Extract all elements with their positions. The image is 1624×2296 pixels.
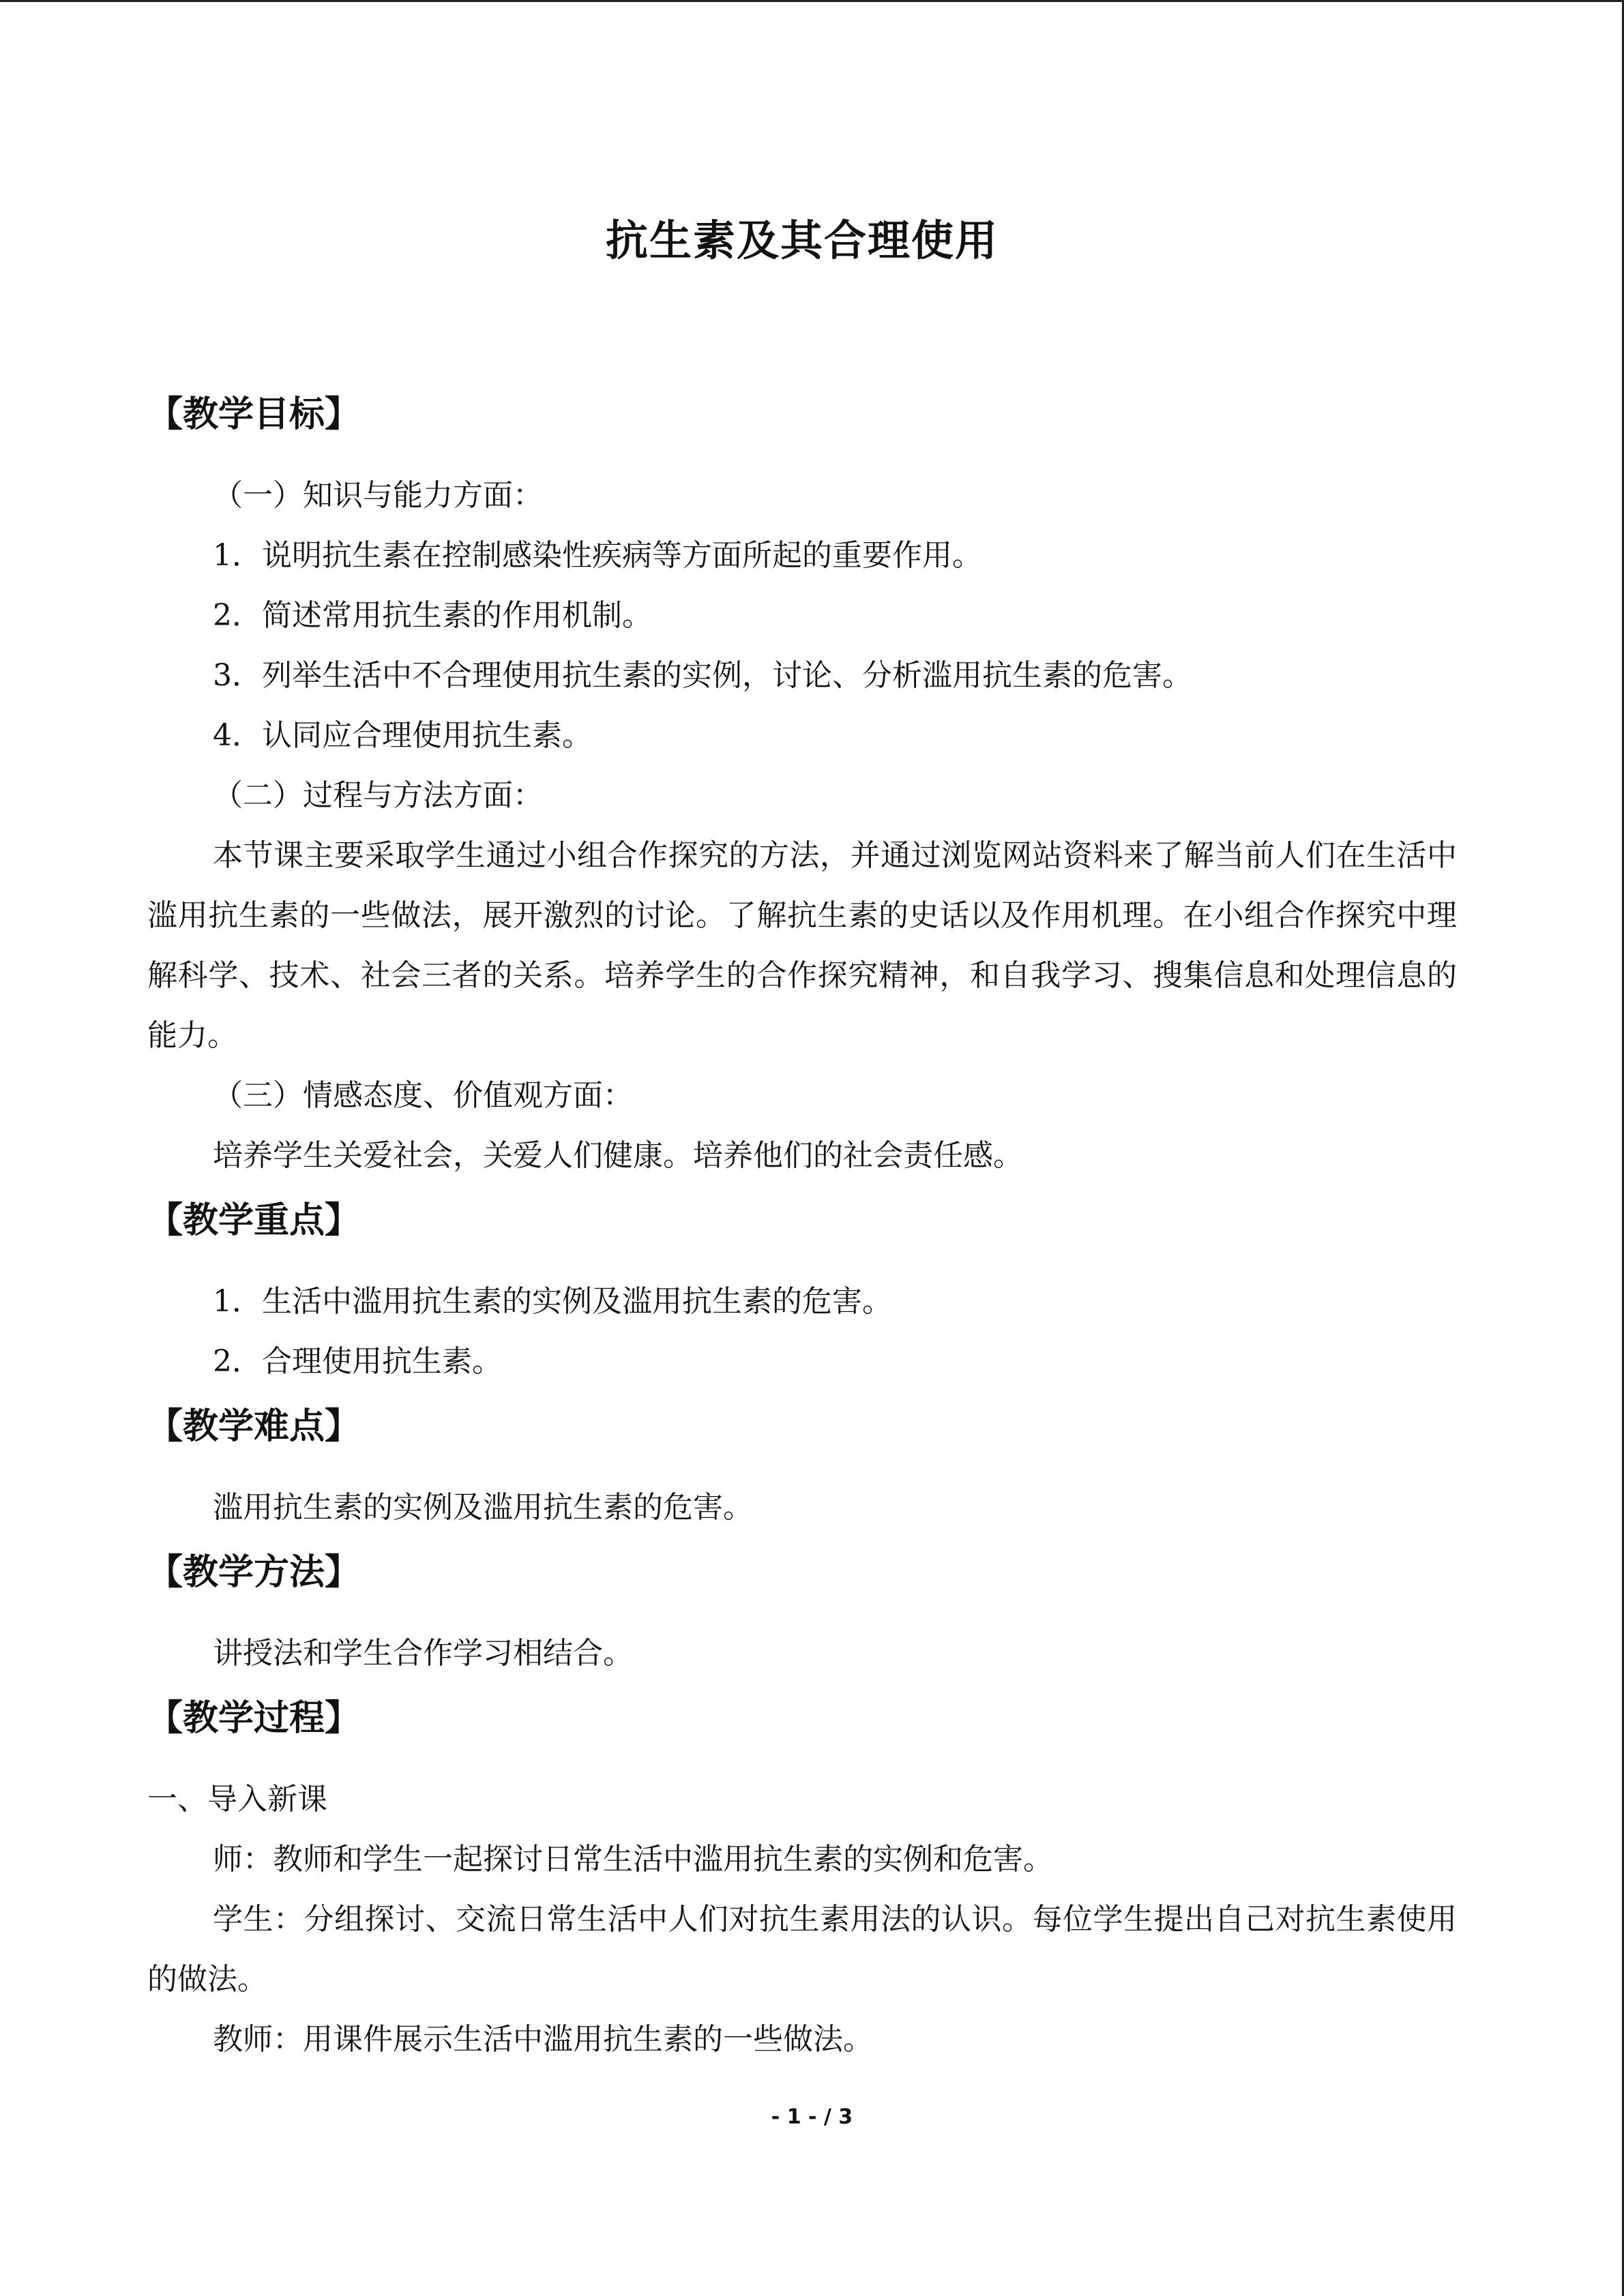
document-title: 抗生素及其合理使用: [605, 215, 999, 265]
heading-key-points: 【教学重点】: [147, 1200, 361, 1241]
objective-item-1: 1．说明抗生素在控制感染性疾病等方面所起的重要作用。: [213, 538, 982, 573]
heading-methods: 【教学方法】: [147, 1552, 361, 1593]
objective-item-3: 3．列举生活中不合理使用抗生素的实例，讨论、分析滥用抗生素的危害。: [213, 658, 1192, 693]
key-point-item-1: 1．生活中滥用抗生素的实例及滥用抗生素的危害。: [213, 1284, 892, 1319]
process-line-1: 师：教师和学生一起探讨日常生活中滥用抗生素的实例和危害。: [213, 1842, 1053, 1877]
process-step-1: 一、导入新课: [147, 1782, 327, 1817]
objective-item-4: 4．认同应合理使用抗生素。: [213, 718, 592, 753]
attitude-paragraph: 培养学生关爱社会，关爱人们健康。培养他们的社会责任感。: [213, 1138, 1023, 1173]
heading-process: 【教学过程】: [147, 1698, 361, 1739]
heading-difficulties: 【教学难点】: [147, 1406, 361, 1447]
process-line-3: 教师：用课件展示生活中滥用抗生素的一些做法。: [213, 2022, 873, 2057]
difficulties-text: 滥用抗生素的实例及滥用抗生素的危害。: [213, 1490, 753, 1525]
process-method-paragraph: 本节课主要采取学生通过小组合作探究的方法，并通过浏览网站资料来了解当前人们在生活中滥用抗生素的一些做法，展开激烈的讨论。了解抗生素的史话以及作用机理。在小组合作探究中理解科学、技术、社会三者的关系。培养学生的合作探究精神，和自我学习、搜集信息和处理信息的能力。: [147, 838, 1457, 1053]
subheading-attitude: （三）情感态度、价值观方面：: [213, 1078, 633, 1113]
subheading-process: （二）过程与方法方面：: [213, 778, 543, 813]
key-point-item-2: 2．合理使用抗生素。: [213, 1344, 502, 1379]
heading-objectives: 【教学目标】: [147, 394, 361, 435]
methods-text: 讲授法和学生合作学习相结合。: [213, 1636, 633, 1671]
objective-item-2: 2．简述常用抗生素的作用机制。: [213, 598, 652, 633]
subheading-knowledge: （一）知识与能力方面：: [213, 478, 543, 513]
page-number: - 1 - / 3: [771, 2105, 853, 2129]
process-line-2: 学生：分组探讨、交流日常生活中人们对抗生素用法的认识。每位学生提出自己对抗生素使用的做法。: [147, 1902, 1457, 1997]
